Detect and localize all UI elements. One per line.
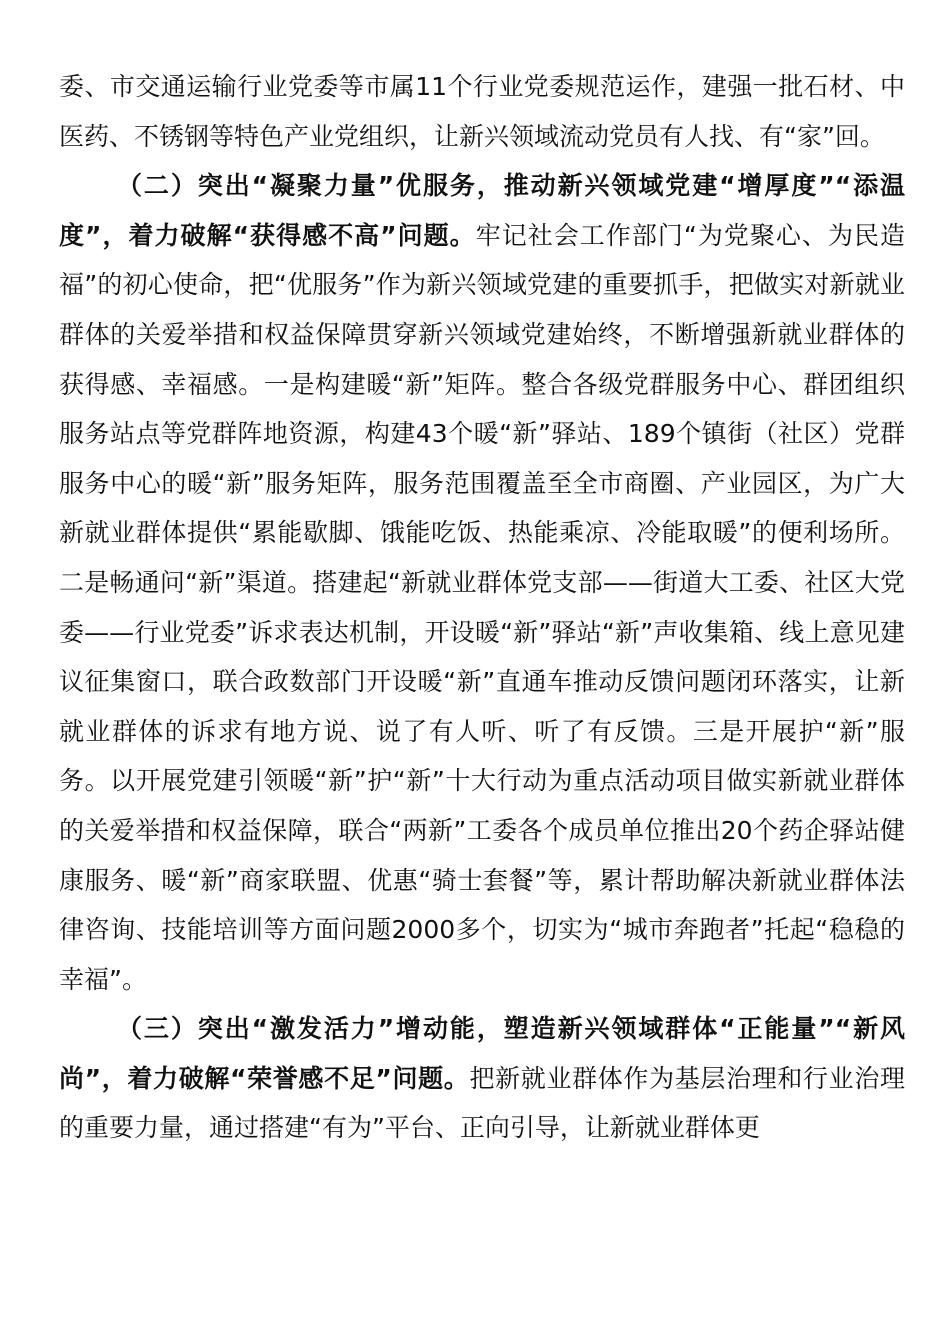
section-heading: （三）突出“激发活力”增动能，塑造新兴领域群体“正能量”“新风尚”，着力破解“荣誉感不足”问题。 [59,1014,905,1093]
paragraph-text: 牢记社会工作部门“为党聚心、为民造福”的初心使命，把“优服务”作为新兴领域党建的重要抓手，把做实对新就业群体的关爱举措和权益保障贯穿新兴领域党建始终，不断增强新就业群体的获得感、幸福感。一是构建暖“新”矩阵。整合各级党群服务中心、群团组织服务站点等党群阵地资源，构建43个暖“新”驿站、189个镇街（社区）党群服务中心的暖“新”服务矩阵，服务范围覆盖至全市商圈、产业园区，为广大新就业群体提供“累能歇脚、饿能吃饭、热能乘凉、冷能取暖”的便利场所。二是畅通问“新”渠道。搭建起“新就业群体党支部——街道大工委、社区大党委——行业党委”诉求表达机制，开设暖“新”驿站“新”声收集箱、线上意见建议征集窗口，联合政数部门开设暖“新”直通车推动反馈问题闭环落实，让新就业群体的诉求有地方说、说了有人听、听了有反馈。三是开展护“新”服务。以开展党建引领暖“新”护“新”十大行动为重点活动项目做实新就业群体的关爱举措和权益保障，联合“两新”工委各个成员单位推出20个药企驿站健康服务、暖“新”商家联盟、优惠“骑士套餐”等，累计帮助解决新就业群体法律咨询、技能培训等方面问题2000多个，切实为“城市奔跑者”托起“稳稳的幸福”。 [59,220,906,994]
paragraph-text: 委、市交通运输行业党委等市属11个行业党委规范运作，建强一批石材、中医药、不锈钢等特色产业党组织，让新兴领域流动党员有人找、有“家”回。 [59,72,905,151]
paragraph-continuation [59,62,905,161]
paragraph-text: 把新就业群体作为基层治理和行业治理的重要力量，通过搭建“有为”平台、正向引导，让新就业群体更 [59,1063,905,1143]
section-heading: （二）突出“凝聚力量”优服务，推动新兴领域党建“增厚度”“添温度”，着力破解“获得感不高”问题。 [59,171,905,250]
document-page [59,62,905,1153]
paragraph-section-3 [59,1004,905,1153]
paragraph-section-2 [59,161,905,1004]
